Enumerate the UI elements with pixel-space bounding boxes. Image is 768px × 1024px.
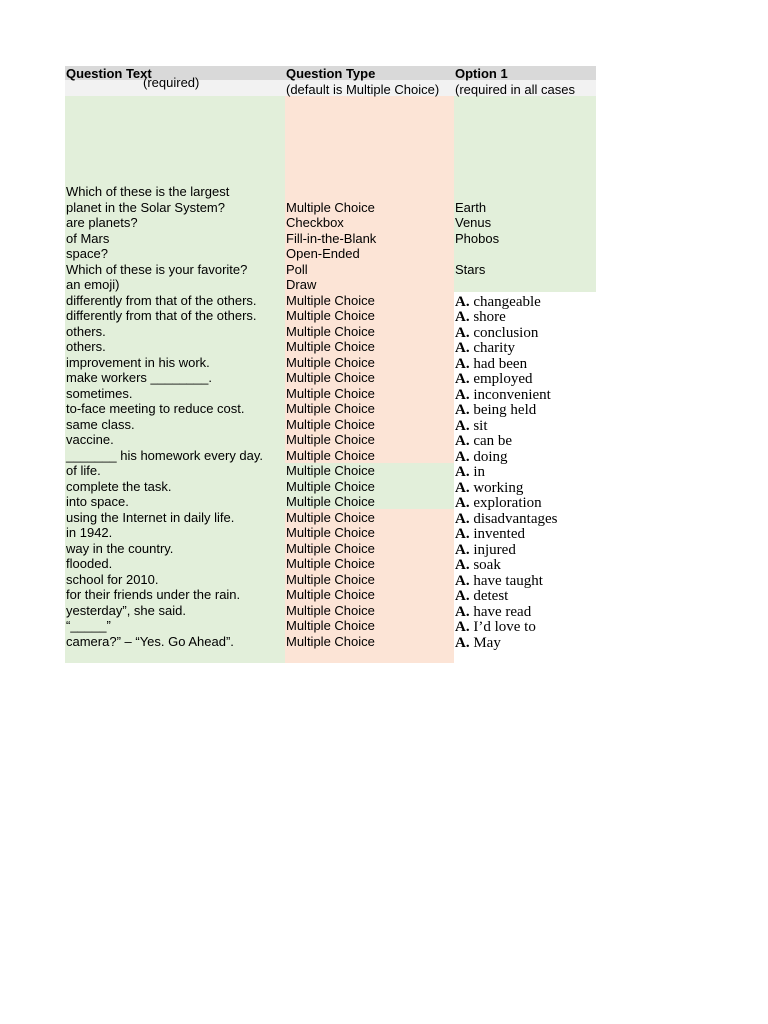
option-letter: A.	[455, 402, 470, 418]
question-text-cell: camera?” – “Yes. Go Ahead”.	[66, 633, 234, 649]
option-text: charity	[473, 340, 515, 356]
question-text-cell: are planets?	[66, 215, 138, 230]
question-type-cell: Fill-in-the-Blank	[286, 230, 377, 246]
question-type-cell: Draw	[286, 277, 317, 292]
option-text: shore	[473, 309, 506, 325]
option-letter: A.	[455, 619, 470, 635]
option-text: detest	[473, 588, 509, 604]
question-type-cell: Multiple Choice	[286, 618, 375, 633]
question-text-cell: improvement in his work.	[66, 354, 210, 370]
option-text: in	[473, 464, 486, 480]
option-text: exploration	[473, 495, 542, 511]
option1-cell: Earth	[455, 199, 487, 215]
option-text: disadvantages	[473, 510, 558, 527]
option-text: changeable	[473, 293, 541, 310]
option1-cell	[455, 433, 512, 449]
option-letter: A.	[455, 603, 470, 620]
subheader-option1: (required in all cases	[455, 82, 575, 97]
option-letter: A.	[455, 386, 470, 403]
question-text-cell: into space.	[66, 494, 129, 509]
question-text-cell: Which of these is the largest	[66, 184, 230, 199]
question-type-cell: Multiple Choice	[286, 602, 375, 618]
question-type-cell: Multiple Choice	[286, 463, 375, 478]
question-text-cell: school for 2010.	[66, 571, 159, 587]
question-text-cell: to-face meeting to reduce cost.	[66, 401, 245, 416]
option1-cell	[455, 604, 531, 620]
option-text: I’d love to	[473, 619, 536, 635]
option1-cell	[455, 619, 536, 635]
question-type-cell: Open-Ended	[286, 246, 360, 261]
question-text-cell: differently from that of the others.	[66, 292, 257, 308]
option-text: conclusion	[473, 324, 539, 341]
question-text-cell: _______ his homework every day.	[66, 447, 264, 463]
option1-cell	[455, 356, 527, 372]
question-text-cell: yesterday”, she said.	[66, 602, 186, 618]
option-text: sit	[473, 417, 488, 434]
option-text: have read	[473, 603, 532, 620]
question-type-cell: Multiple Choice	[286, 354, 375, 370]
question-text-cell: of Mars	[66, 230, 110, 246]
question-type-cell: Multiple Choice	[286, 199, 375, 215]
subheader-question-type: (default is Multiple Choice)	[286, 82, 440, 97]
question-text-cell: vaccine.	[66, 432, 114, 447]
option1-cell	[455, 542, 516, 558]
option-text: employed	[473, 371, 533, 387]
option1-cell	[455, 557, 501, 573]
option-letter: A.	[455, 634, 470, 651]
subheader-question-text: (required)	[143, 75, 200, 90]
option-text: inconvenient	[473, 386, 551, 403]
option1-cell	[455, 418, 488, 434]
question-type-cell: Poll	[286, 261, 308, 277]
option-letter: A.	[455, 572, 470, 589]
option-text: being held	[473, 402, 537, 418]
question-type-cell: Multiple Choice	[286, 370, 375, 385]
option1-cell	[455, 573, 543, 589]
option-letter: A.	[455, 371, 470, 387]
option-letter: A.	[455, 479, 470, 496]
question-text-cell: flooded.	[66, 556, 113, 571]
question-type-cell: Multiple Choice	[286, 478, 375, 494]
option-text: working	[473, 479, 524, 496]
question-type-cell: Multiple Choice	[286, 401, 375, 416]
option1-cell: Phobos	[455, 230, 500, 246]
question-type-cell: Multiple Choice	[286, 509, 375, 525]
question-text-cell: “_____”	[66, 618, 111, 633]
option1-cell	[455, 340, 515, 356]
header-option1: Option 1	[455, 66, 508, 81]
option1-cell	[455, 449, 508, 465]
question-text-cell: same class.	[66, 416, 135, 432]
question-type-cell: Multiple Choice	[286, 571, 375, 587]
question-type-cell: Multiple Choice	[286, 292, 375, 308]
question-text-cell: in 1942.	[66, 525, 113, 540]
question-type-cell: Multiple Choice	[286, 540, 375, 556]
question-text-cell: others.	[66, 323, 106, 339]
question-type-cell: Multiple Choice	[286, 633, 375, 649]
question-type-cell: Multiple Choice	[286, 323, 375, 339]
option-text: injured	[473, 541, 516, 558]
option-letter: A.	[455, 340, 470, 356]
header-question-type: Question Type	[286, 66, 376, 81]
question-type-cell: Multiple Choice	[286, 556, 375, 571]
question-text-cell: Which of these is your favorite?	[66, 261, 248, 277]
question-type-cell: Multiple Choice	[286, 525, 375, 540]
option1-cell	[455, 635, 501, 651]
option-letter: A.	[455, 464, 470, 480]
question-text-cell: sometimes.	[66, 385, 133, 401]
option-text: have taught	[473, 572, 543, 589]
question-text-cell: an emoji)	[66, 277, 120, 292]
option-letter: A.	[455, 588, 470, 604]
option-letter: A.	[455, 433, 470, 449]
question-text-cell: differently from that of the others.	[66, 308, 257, 323]
option1-cell: Stars	[455, 261, 486, 277]
option1-cell	[455, 480, 523, 496]
option-letter: A.	[455, 557, 470, 573]
question-text-cell: complete the task.	[66, 478, 172, 494]
question-text-cell: make workers ________.	[66, 370, 212, 385]
question-type-cell: Multiple Choice	[286, 416, 375, 432]
option-text: invented	[473, 526, 525, 542]
question-text-cell: space?	[66, 246, 108, 261]
option-letter: A.	[455, 495, 470, 511]
option1-cell	[455, 464, 485, 480]
option-text: doing	[473, 448, 508, 465]
question-text-cell: others.	[66, 339, 106, 354]
option-text: can be	[473, 433, 513, 449]
question-type-cell: Checkbox	[286, 215, 344, 230]
question-text-cell: planet in the Solar System?	[66, 199, 225, 215]
option1-cell	[455, 588, 508, 604]
question-text-cell: way in the country.	[66, 540, 174, 556]
question-type-cell: Multiple Choice	[286, 308, 375, 323]
option-letter: A.	[455, 510, 470, 527]
question-text-cell: using the Internet in daily life.	[66, 509, 235, 525]
option1-cell	[455, 325, 538, 341]
question-type-cell: Multiple Choice	[286, 587, 375, 602]
option-letter: A.	[455, 293, 470, 310]
question-type-cell: Multiple Choice	[286, 494, 375, 509]
option1-cell	[455, 495, 542, 511]
option-letter: A.	[455, 355, 470, 372]
option-text: had been	[473, 355, 528, 372]
option-letter: A.	[455, 448, 470, 465]
option1-cell	[455, 371, 533, 387]
question-type-cell: Multiple Choice	[286, 432, 375, 447]
option1-cell	[455, 309, 506, 325]
option1-cell: Venus	[455, 215, 492, 230]
option1-cell	[455, 294, 541, 310]
option1-cell	[455, 402, 536, 418]
option-text: soak	[473, 557, 501, 573]
question-text-cell: of life.	[66, 463, 101, 478]
option1-cell	[455, 387, 551, 403]
question-type-cell: Multiple Choice	[286, 339, 375, 354]
option-letter: A.	[455, 417, 470, 434]
option-letter: A.	[455, 309, 470, 325]
question-type-cell: Multiple Choice	[286, 385, 375, 401]
option1-cell	[455, 511, 557, 527]
header-question-text: Question Text	[66, 66, 152, 81]
option-text: May	[473, 634, 501, 651]
question-type-cell: Multiple Choice	[286, 447, 375, 463]
question-text-cell: for their friends under the rain.	[66, 587, 241, 602]
option-letter: A.	[455, 324, 470, 341]
option-letter: A.	[455, 526, 470, 542]
option1-cell	[455, 526, 525, 542]
option-letter: A.	[455, 541, 470, 558]
